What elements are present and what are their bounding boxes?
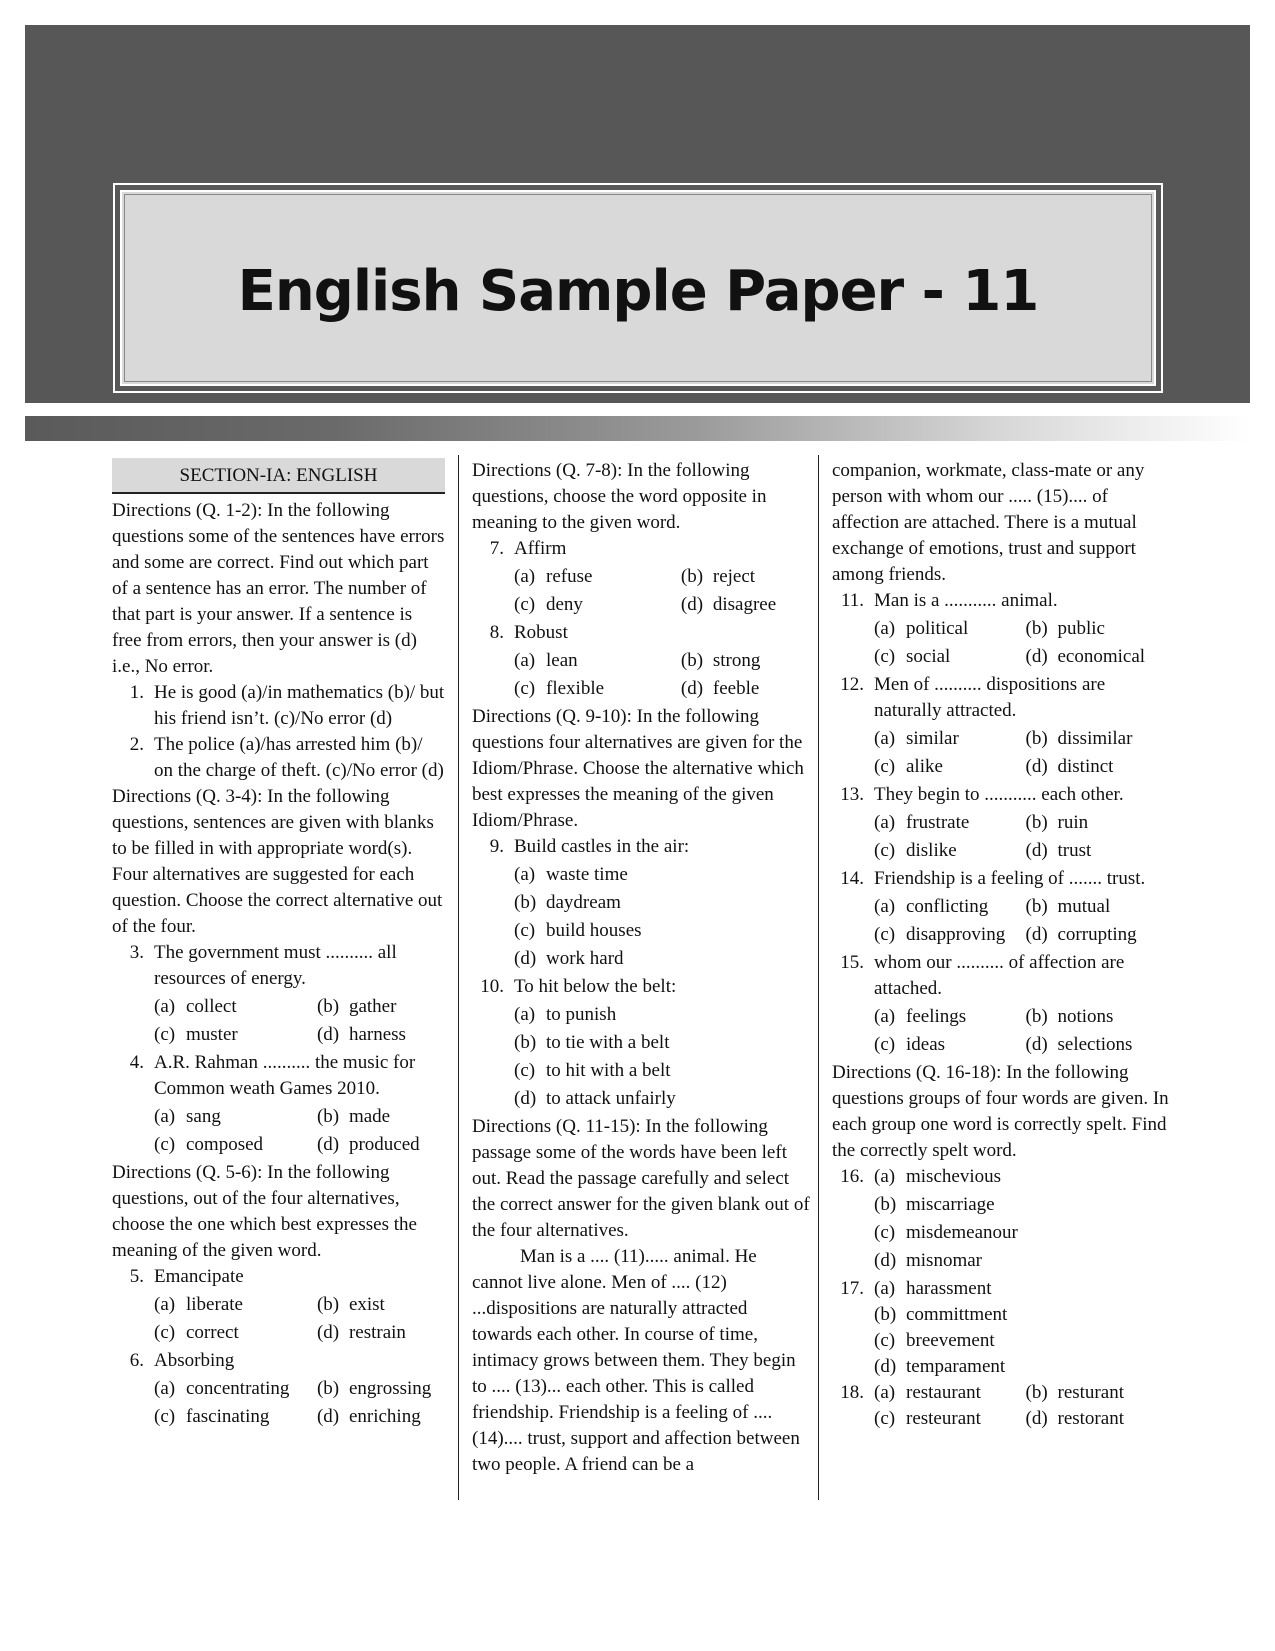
question-number: 5.	[129, 1266, 144, 1287]
option-d[interactable]: (d) restorant	[1025, 1408, 1124, 1429]
options	[514, 648, 812, 704]
directions-q9-10: Directions (Q. 9-10): In the following questions four alternatives are given for the Idiom/Phrase. Choose the alternative which best expresses the meaning of the given Idiom/Phrase.	[472, 706, 804, 831]
question-number: 4.	[129, 1052, 144, 1073]
question-text: The police (a)/has arrested him (b)/ on the charge of theft. (c)/No error (d)	[154, 734, 444, 781]
question-number: 2.	[129, 734, 144, 755]
option-b[interactable]: (b) resturant	[1025, 1382, 1124, 1403]
question-18	[832, 1380, 1177, 1432]
question-number: 13.	[840, 784, 864, 805]
option-d[interactable]: (d) trust	[1025, 840, 1092, 861]
option-d[interactable]: (d) temparament	[874, 1356, 1006, 1377]
option-a[interactable]: (a) feelings	[874, 1006, 967, 1027]
option-c[interactable]: (c) disapproving	[874, 924, 1006, 945]
section-heading: SECTION-IA: ENGLISH	[112, 458, 445, 494]
option-a[interactable]: (a) similar	[874, 728, 959, 749]
column-3	[832, 458, 1177, 1432]
question-10	[472, 974, 812, 1114]
option-d[interactable]: (d) distinct	[1025, 756, 1114, 777]
column-divider-2	[818, 455, 819, 1500]
option-b[interactable]: (b) gather	[316, 996, 397, 1017]
option-b[interactable]: (b) strong	[680, 650, 761, 671]
option-c[interactable]: (c) resteurant	[874, 1408, 981, 1429]
question-3	[112, 940, 445, 1050]
question-14	[832, 866, 1177, 950]
options	[514, 1002, 812, 1114]
option-d[interactable]: (d) corrupting	[1025, 924, 1137, 945]
question-text: He is good (a)/in mathematics (b)/ but his friend isn’t. (c)/No error (d)	[154, 682, 445, 729]
question-text: Emancipate	[154, 1266, 244, 1287]
passage-continued: companion, workmate, class-mate or any person with whom our ..... (15).... of affection are attached. There is a mutual exchange of emotions, trust and support among friends.	[832, 460, 1145, 585]
column-divider-1	[458, 455, 459, 1500]
question-number: 15.	[840, 952, 864, 973]
option-c[interactable]: (c) deny	[514, 594, 583, 615]
option-b[interactable]: (b) public	[1025, 618, 1105, 639]
option-d[interactable]: (d) economical	[1025, 646, 1146, 667]
option-c[interactable]: (c) fascinating	[154, 1406, 270, 1427]
option-c[interactable]: (c) build houses	[514, 920, 642, 941]
option-a[interactable]: (a) conflicting	[874, 896, 989, 917]
question-text: Absorbing	[154, 1350, 235, 1371]
option-c[interactable]: (c) dislike	[874, 840, 957, 861]
question-text: The government must .......... all resources of energy.	[154, 942, 397, 989]
question-text: A.R. Rahman .......... the music for Common weath Games 2010.	[154, 1052, 416, 1099]
options	[874, 726, 1177, 782]
options	[874, 894, 1177, 950]
passage: Man is a .... (11)..... animal. He cannot live alone. Men of .... (12) ...dispositions are naturally attracted towards each other. In course of time, intimacy grows between them. They begin to .... (13)... each other. This is called friendship. Friendship is a feeling of ....(14).... trust, support and affection between two people. A friend can be a	[472, 1246, 800, 1475]
question-2	[112, 732, 445, 784]
option-a[interactable]: (a) concentrating	[154, 1378, 290, 1399]
option-a[interactable]: (a) frustrate	[874, 812, 970, 833]
directions-q7-8: Directions (Q. 7-8): In the following questions, choose the word opposite in meaning to the given word.	[472, 460, 767, 533]
option-b[interactable]: (b) daydream	[514, 892, 621, 913]
question-9	[472, 834, 812, 974]
options	[514, 564, 812, 620]
option-a[interactable]: (a) liberate	[154, 1294, 243, 1315]
question-17	[832, 1276, 1177, 1380]
option-d[interactable]: (d) enriching	[316, 1406, 421, 1427]
question-number: 18.	[840, 1382, 864, 1403]
question-number: 3.	[129, 942, 144, 963]
option-d[interactable]: (d) to attack unfairly	[514, 1088, 676, 1109]
question-text: whom our .......... of affection are attached.	[874, 952, 1125, 999]
title-box	[120, 190, 1156, 386]
question-11	[832, 588, 1177, 672]
question-number: 12.	[840, 674, 864, 695]
option-b[interactable]: (b) ruin	[1025, 812, 1089, 833]
directions-q1-2: Directions (Q. 1-2): In the following questions some of the sentences have errors and some are correct. Find out which part of a sentence has an error. The number of that part is your answer. If a sentence is free from errors, then your answer is (d) i.e., No error.	[112, 500, 445, 677]
options	[154, 1104, 445, 1160]
option-a[interactable]: (a) collect	[154, 996, 237, 1017]
question-7	[472, 536, 812, 620]
title-frame	[113, 183, 1163, 393]
option-a[interactable]: (a) lean	[514, 650, 578, 671]
option-b[interactable]: (b) miscarriage	[874, 1194, 995, 1215]
question-8	[472, 620, 812, 704]
question-number: 11.	[840, 590, 864, 611]
option-c[interactable]: (c) ideas	[874, 1034, 946, 1055]
option-c[interactable]: (c) flexible	[514, 678, 605, 699]
option-a[interactable]: (a) refuse	[514, 566, 593, 587]
question-number: 1.	[129, 682, 144, 703]
option-b[interactable]: (b) made	[316, 1106, 391, 1127]
question-12	[832, 672, 1177, 782]
option-c[interactable]: (c) correct	[154, 1322, 239, 1343]
options	[874, 1164, 1177, 1276]
question-text: Man is a ........... animal.	[874, 590, 1058, 611]
question-number: 8.	[489, 622, 504, 643]
question-6	[112, 1348, 445, 1432]
option-d[interactable]: (d) selections	[1025, 1034, 1133, 1055]
options	[154, 1292, 445, 1348]
options	[874, 1380, 1177, 1432]
option-d[interactable]: (d) feeble	[680, 678, 760, 699]
question-text: Men of .......... dispositions are naturally attracted.	[874, 674, 1106, 721]
column-2	[472, 458, 812, 1478]
option-a[interactable]: (a) waste time	[514, 864, 628, 885]
option-d[interactable]: (d) work hard	[514, 948, 624, 969]
question-13	[832, 782, 1177, 866]
option-c[interactable]: (c) alike	[874, 756, 943, 777]
question-number: 10.	[480, 976, 504, 997]
option-d[interactable]: (d) harness	[316, 1024, 406, 1045]
directions-q11-15: Directions (Q. 11-15): In the following passage some of the words have been left out. Read the passage carefully and select the correct answer for the given blank out of the four alternatives.	[472, 1116, 810, 1241]
option-b[interactable]: (b) exist	[316, 1294, 385, 1315]
question-5	[112, 1264, 445, 1348]
options	[154, 1376, 445, 1432]
question-number: 16.	[840, 1166, 864, 1187]
option-c[interactable]: (c) breevement	[874, 1330, 995, 1351]
option-a[interactable]: (a) political	[874, 618, 969, 639]
options	[874, 810, 1177, 866]
directions-q3-4: Directions (Q. 3-4): In the following questions, sentences are given with blanks to be filled in with appropriate word(s). Four alternatives are suggested for each question. Choose the correct alternative out of the four.	[112, 786, 443, 937]
gradient-divider	[25, 416, 1250, 441]
option-b[interactable]: (b) reject	[680, 566, 756, 587]
options	[874, 1276, 1177, 1380]
option-a[interactable]: (a) mischevious	[874, 1166, 1001, 1187]
option-a[interactable]: (a) sang	[154, 1106, 221, 1127]
question-text: Friendship is a feeling of ....... trust.	[874, 868, 1146, 889]
question-4	[112, 1050, 445, 1160]
directions-q5-6: Directions (Q. 5-6): In the following questions, out of the four alternatives, choose the one which best expresses the meaning of the given word.	[112, 1162, 417, 1261]
question-text: Build castles in the air:	[514, 836, 690, 857]
option-b[interactable]: (b) dissimilar	[1025, 728, 1133, 749]
option-b[interactable]: (b) notions	[1025, 1006, 1114, 1027]
option-d[interactable]: (d) produced	[316, 1134, 420, 1155]
question-number: 7.	[489, 538, 504, 559]
option-c[interactable]: (c) muster	[154, 1024, 238, 1045]
option-c[interactable]: (c) social	[874, 646, 951, 667]
options	[874, 1004, 1177, 1060]
option-d[interactable]: (d) disagree	[680, 594, 777, 615]
question-15	[832, 950, 1177, 1060]
question-text: Affirm	[514, 538, 567, 559]
option-c[interactable]: (c) misdemeanour	[874, 1222, 1018, 1243]
directions-q16-18: Directions (Q. 16-18): In the following questions groups of four words are given. In each group one word is correctly spelt. Find the correctly spelt word.	[832, 1062, 1169, 1161]
question-number: 17.	[840, 1278, 864, 1299]
option-d[interactable]: (d) restrain	[316, 1322, 406, 1343]
question-text: To hit below the belt:	[514, 976, 677, 997]
option-c[interactable]: (c) composed	[154, 1134, 264, 1155]
option-d[interactable]: (d) misnomar	[874, 1250, 982, 1271]
page-title: English Sample Paper - 11	[237, 258, 1039, 324]
question-number: 14.	[840, 868, 864, 889]
option-b[interactable]: (b) engrossing	[316, 1378, 432, 1399]
question-text: They begin to ........... each other.	[874, 784, 1124, 805]
question-number: 6.	[129, 1350, 144, 1371]
option-a[interactable]: (a) restaurant	[874, 1382, 981, 1403]
options	[154, 994, 445, 1050]
option-b[interactable]: (b) mutual	[1025, 896, 1111, 917]
option-c[interactable]: (c) to hit with a belt	[514, 1060, 671, 1081]
option-a[interactable]: (a) to punish	[514, 1004, 617, 1025]
question-16	[832, 1164, 1177, 1276]
options	[874, 616, 1177, 672]
option-a[interactable]: (a) harassment	[874, 1278, 992, 1299]
option-b[interactable]: (b) to tie with a belt	[514, 1032, 670, 1053]
question-1	[112, 680, 445, 732]
question-text: Robust	[514, 622, 568, 643]
option-b[interactable]: (b) committment	[874, 1304, 1008, 1325]
question-number: 9.	[489, 836, 504, 857]
options	[514, 862, 812, 974]
column-1	[112, 458, 445, 1432]
